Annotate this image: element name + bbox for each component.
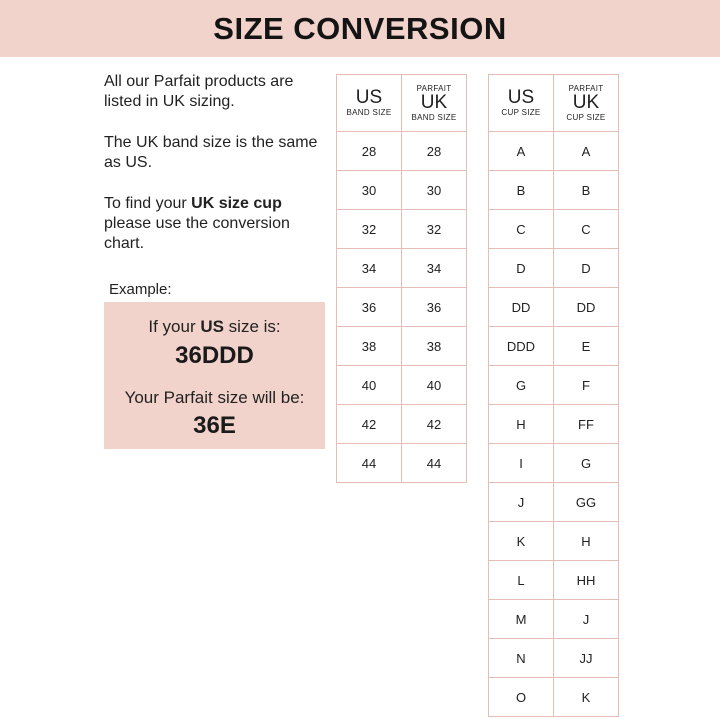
- us-size-cell: G: [489, 366, 554, 405]
- uk-size-cell: 44: [402, 444, 467, 483]
- intro-p3-bold: UK size cup: [191, 195, 282, 212]
- intro-paragraph-1: All our Parfait products are listed in UK sizing.: [104, 73, 294, 110]
- band-header-us: [337, 75, 402, 132]
- example-us-value: 36DDD: [175, 342, 254, 369]
- us-size-cell: O: [489, 678, 554, 717]
- us-size-cell: 32: [337, 210, 402, 249]
- intro-text: [104, 72, 326, 275]
- cup-size-table: [488, 74, 619, 717]
- cup-size-row: [489, 171, 619, 210]
- cup-size-row: [489, 678, 619, 717]
- example-line1-bold: US: [200, 317, 224, 336]
- band-header-uk-top: PARFAIT: [416, 83, 452, 93]
- cup-size-row: [489, 561, 619, 600]
- us-size-cell: A: [489, 132, 554, 171]
- band-header-us-sub: BAND SIZE: [346, 108, 392, 117]
- uk-size-cell: 42: [402, 405, 467, 444]
- cup-size-row: [489, 132, 619, 171]
- band-size-row: [337, 288, 467, 327]
- uk-size-cell: F: [554, 366, 619, 405]
- uk-size-cell: J: [554, 600, 619, 639]
- us-size-cell: I: [489, 444, 554, 483]
- uk-size-cell: 30: [402, 171, 467, 210]
- uk-size-cell: DD: [554, 288, 619, 327]
- example-line-1: [104, 317, 325, 337]
- us-size-cell: DD: [489, 288, 554, 327]
- uk-size-cell: GG: [554, 483, 619, 522]
- band-header-uk: [402, 75, 467, 132]
- example-uk-value: 36E: [193, 412, 236, 439]
- uk-size-cell: B: [554, 171, 619, 210]
- band-size-row: [337, 366, 467, 405]
- cup-size-row: [489, 444, 619, 483]
- band-size-row: [337, 327, 467, 366]
- uk-size-cell: C: [554, 210, 619, 249]
- uk-size-cell: K: [554, 678, 619, 717]
- band-size-row: [337, 210, 467, 249]
- us-size-cell: DDD: [489, 327, 554, 366]
- uk-size-cell: E: [554, 327, 619, 366]
- example-line1-post: size is:: [223, 317, 281, 336]
- us-size-cell: H: [489, 405, 554, 444]
- band-header-uk-main: UK: [420, 91, 448, 113]
- intro-paragraph-3: [104, 194, 326, 254]
- band-size-row: [337, 444, 467, 483]
- us-size-cell: N: [489, 639, 554, 678]
- uk-size-cell: A: [554, 132, 619, 171]
- uk-size-cell: FF: [554, 405, 619, 444]
- cup-header-uk-sub: CUP SIZE: [566, 112, 606, 122]
- us-size-cell: J: [489, 483, 554, 522]
- us-size-cell: 28: [337, 132, 402, 171]
- cup-size-row: [489, 327, 619, 366]
- example-line1-pre: If your: [148, 317, 201, 336]
- uk-size-cell: 28: [402, 132, 467, 171]
- cup-size-row: [489, 522, 619, 561]
- uk-size-cell: H: [554, 522, 619, 561]
- uk-size-cell: G: [554, 444, 619, 483]
- uk-size-cell: JJ: [554, 639, 619, 678]
- cup-size-row: [489, 483, 619, 522]
- cup-size-row: [489, 639, 619, 678]
- cup-size-row: [489, 210, 619, 249]
- us-size-cell: 44: [337, 444, 402, 483]
- us-size-cell: 34: [337, 249, 402, 288]
- us-size-cell: B: [489, 171, 554, 210]
- band-header-us-main: US: [355, 87, 383, 108]
- band-size-table: [336, 74, 467, 483]
- cup-size-row: [489, 405, 619, 444]
- us-size-cell: 38: [337, 327, 402, 366]
- band-size-row: [337, 405, 467, 444]
- example-box: [104, 302, 325, 449]
- example-line-2: Your Parfait size will be:: [124, 388, 305, 407]
- cup-size-row: [489, 249, 619, 288]
- cup-size-row: [489, 366, 619, 405]
- cup-header-us-sub: CUP SIZE: [501, 108, 541, 117]
- cup-size-row: [489, 600, 619, 639]
- uk-size-cell: 34: [402, 249, 467, 288]
- us-size-cell: 30: [337, 171, 402, 210]
- uk-size-cell: 38: [402, 327, 467, 366]
- uk-size-cell: 40: [402, 366, 467, 405]
- header-banner: [0, 0, 720, 57]
- cup-header-uk-top: PARFAIT: [568, 83, 604, 93]
- uk-size-cell: D: [554, 249, 619, 288]
- cup-header-us-main: US: [507, 87, 535, 108]
- us-size-cell: K: [489, 522, 554, 561]
- band-size-row: [337, 171, 467, 210]
- us-size-cell: 36: [337, 288, 402, 327]
- us-size-cell: 40: [337, 366, 402, 405]
- us-size-cell: D: [489, 249, 554, 288]
- intro-paragraph-2: The UK band size is the same as US.: [104, 134, 318, 171]
- us-size-cell: M: [489, 600, 554, 639]
- uk-size-cell: 32: [402, 210, 467, 249]
- us-size-cell: 42: [337, 405, 402, 444]
- cup-header-uk-main: UK: [572, 91, 600, 113]
- cup-header-uk: [554, 75, 619, 132]
- intro-p3-pre: To find your: [104, 195, 192, 212]
- cup-header-us: [489, 75, 554, 132]
- cup-size-row: [489, 288, 619, 327]
- band-size-row: [337, 132, 467, 171]
- example-label: Example:: [109, 281, 172, 298]
- us-size-cell: L: [489, 561, 554, 600]
- uk-size-cell: HH: [554, 561, 619, 600]
- uk-size-cell: 36: [402, 288, 467, 327]
- band-header-uk-sub: BAND SIZE: [411, 112, 457, 122]
- band-size-row: [337, 249, 467, 288]
- us-size-cell: C: [489, 210, 554, 249]
- intro-p3-post: please use the conversion chart.: [104, 215, 290, 252]
- page-title: SIZE CONVERSION: [213, 10, 507, 46]
